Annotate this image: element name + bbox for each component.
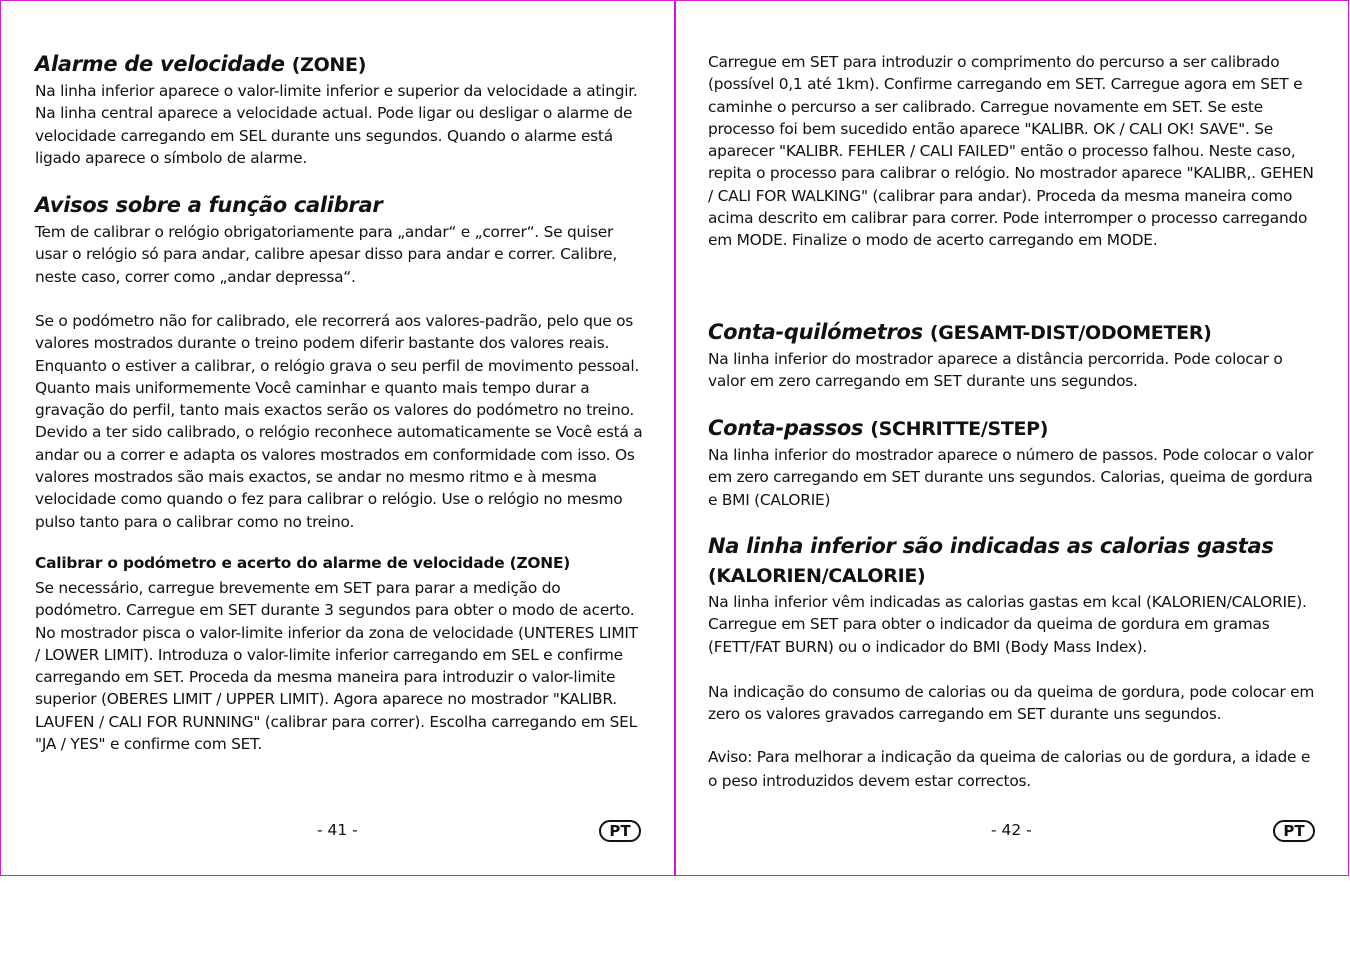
calories-paragraph-1: Na linha inferior vêm indicadas as calorias gastas em kcal (KALORIEN/CALORIE). Carregue em SET para obter o indicador da queima de gordura em gramas (FETT/FAT BURN) ou o indicador do BMI (Body Mass Index). (708, 593, 1307, 656)
notice-text: Para melhorar a indicação da queima de calorias ou de gordura, a idade e o peso introduzidos devem estar correctos. (708, 748, 1311, 790)
heading-speed-alarm (35, 51, 366, 78)
language-badge: PT (599, 820, 641, 842)
page-42 (674, 0, 1349, 876)
heading-calories (708, 533, 1274, 559)
calories-paragraph-2: Na indicação do consumo de calorias ou da queima de gordura, pode colocar em zero os valores gravados carregando em SET durante uns segundos. (708, 683, 1315, 724)
page-number: - 41 - (317, 821, 358, 839)
odometer-paragraph: Na linha inferior do mostrador aparece a distância percorrida. Pode colocar o valor em zero carregando em SET durante uns segundos. (708, 350, 1283, 391)
heading-calibrate-notes: Avisos sobre a função calibrar (35, 193, 383, 217)
calibrate-paragraph-2: Se o podómetro não for calibrado, ele recorrerá aos valores-padrão, pelo que os valores mostrados durante o treino podem diferir bastante dos valores reais. Enquanto o estiver a calibrar, o relógio grava o seu perfil de movimento pessoal. Quanto mais uniformemente Você caminhar e quanto mais tempo durar a gravação do perfil, tanto mais exactos serão os valores do podómetro no treino. Devido a ter sido calibrado, o relógio reconhece automaticamente se Você está a andar ou a correr e adapta os valores mostrados em conformidade com isso. Os valores mostrados são mais exactos, se andar no mesmo ritmo e à mesma velocidade como quando o fez para calibrar o relógio. Use o relógio no mesmo pulso tanto para o calibrar como no treino. (35, 312, 643, 531)
heading-odometer-code: (GESAMT-DIST/ODOMETER) (929, 322, 1212, 344)
heading-calories-line1: Na linha inferior são indicadas as calorias gastas (708, 534, 1274, 558)
page-number: - 42 - (991, 821, 1032, 839)
heading-step-counter-code: (SCHRITTE/STEP) (870, 418, 1049, 440)
heading-speed-alarm-title: Alarme de velocidade (35, 52, 285, 76)
speed-alarm-paragraph: Na linha inferior aparece o valor-limite inferior e superior da velocidade a atingir. Na linha central aparece a velocidade actual. Pode ligar ou desligar o alarme de velocidade carregando em SEL durante uns segundos. Quando o alarme está ligado aparece o símbolo de alarme. (35, 82, 638, 167)
procedure-paragraph: Se necessário, carregue brevemente em SET para parar a medição do podómetro. Carregue em SET durante 3 segundos para obter o modo de acerto. No mostrador pisca o valor-limite inferior da zona de velocidade (UNTERES LIMIT / LOWER LIMIT). Introduza o valor-limite inferior carregando em SEL e confirme carregando em SET. Proceda da mesma maneira para introduzir o valor-limite superior (OBERES LIMIT / UPPER LIMIT). Agora aparece no mostrador "KALIBR. LAUFEN / CALI FOR RUNNING" (calibrar para correr). Escolha carregando em SEL "JA / YES" e confirme com SET. (35, 579, 638, 754)
heading-step-counter-title: Conta-passos (708, 416, 864, 440)
heading-speed-alarm-code: (ZONE) (291, 54, 367, 76)
heading-odometer-title: Conta-quilómetros (708, 320, 923, 344)
heading-calories-code (708, 562, 925, 589)
subheading-calibrate-procedure: Calibrar o podómetro e acerto do alarme de velocidade (ZONE) (35, 554, 571, 572)
notice-label: Aviso: (708, 748, 753, 766)
calibration-steps-paragraph: Carregue em SET para introduzir o comprimento do percurso a ser calibrado (possível 0,1 até 1km). Confirme carregando em SET. Carregue agora em SET e caminhe o percurso a ser calibrado. Carregue novamente em SET. Se este processo foi bem sucedido então aparece "KALIBR. OK / CALI OK! SAVE". Se aparecer "KALIBR. FEHLER / CALI FAILED" então o processo falhou. Neste caso, repita o processo para calibrar o relógio. No mostrador aparece "KALIBR,. GEHEN / CALI FOR WALKING" (calibrar para andar). Proceda da mesma maneira como acima descrito em calibrar para correr. Pode interromper o processo carregando em MODE. Finalize o modo de acerto carregando em MODE. (708, 53, 1314, 250)
calibrate-paragraph-1: Tem de calibrar o relógio obrigatoriamente para „andar“ e „correr“. Se quiser usar o relógio só para andar, calibre apesar disso para andar e correr. Calibre, neste caso, correr como „andar depressa“. (35, 223, 617, 286)
heading-odometer (708, 319, 1212, 346)
heading-calories-line2: (KALORIEN/CALORIE) (708, 565, 926, 587)
language-badge: PT (1273, 820, 1315, 842)
notice-paragraph (708, 746, 1320, 793)
heading-step-counter (708, 415, 1048, 442)
step-counter-paragraph: Na linha inferior do mostrador aparece o número de passos. Pode colocar o valor em zero carregando em SET durante uns segundos. Calorias, queima de gordura e BMI (CALORIE) (708, 446, 1314, 509)
page-41 (0, 0, 676, 876)
